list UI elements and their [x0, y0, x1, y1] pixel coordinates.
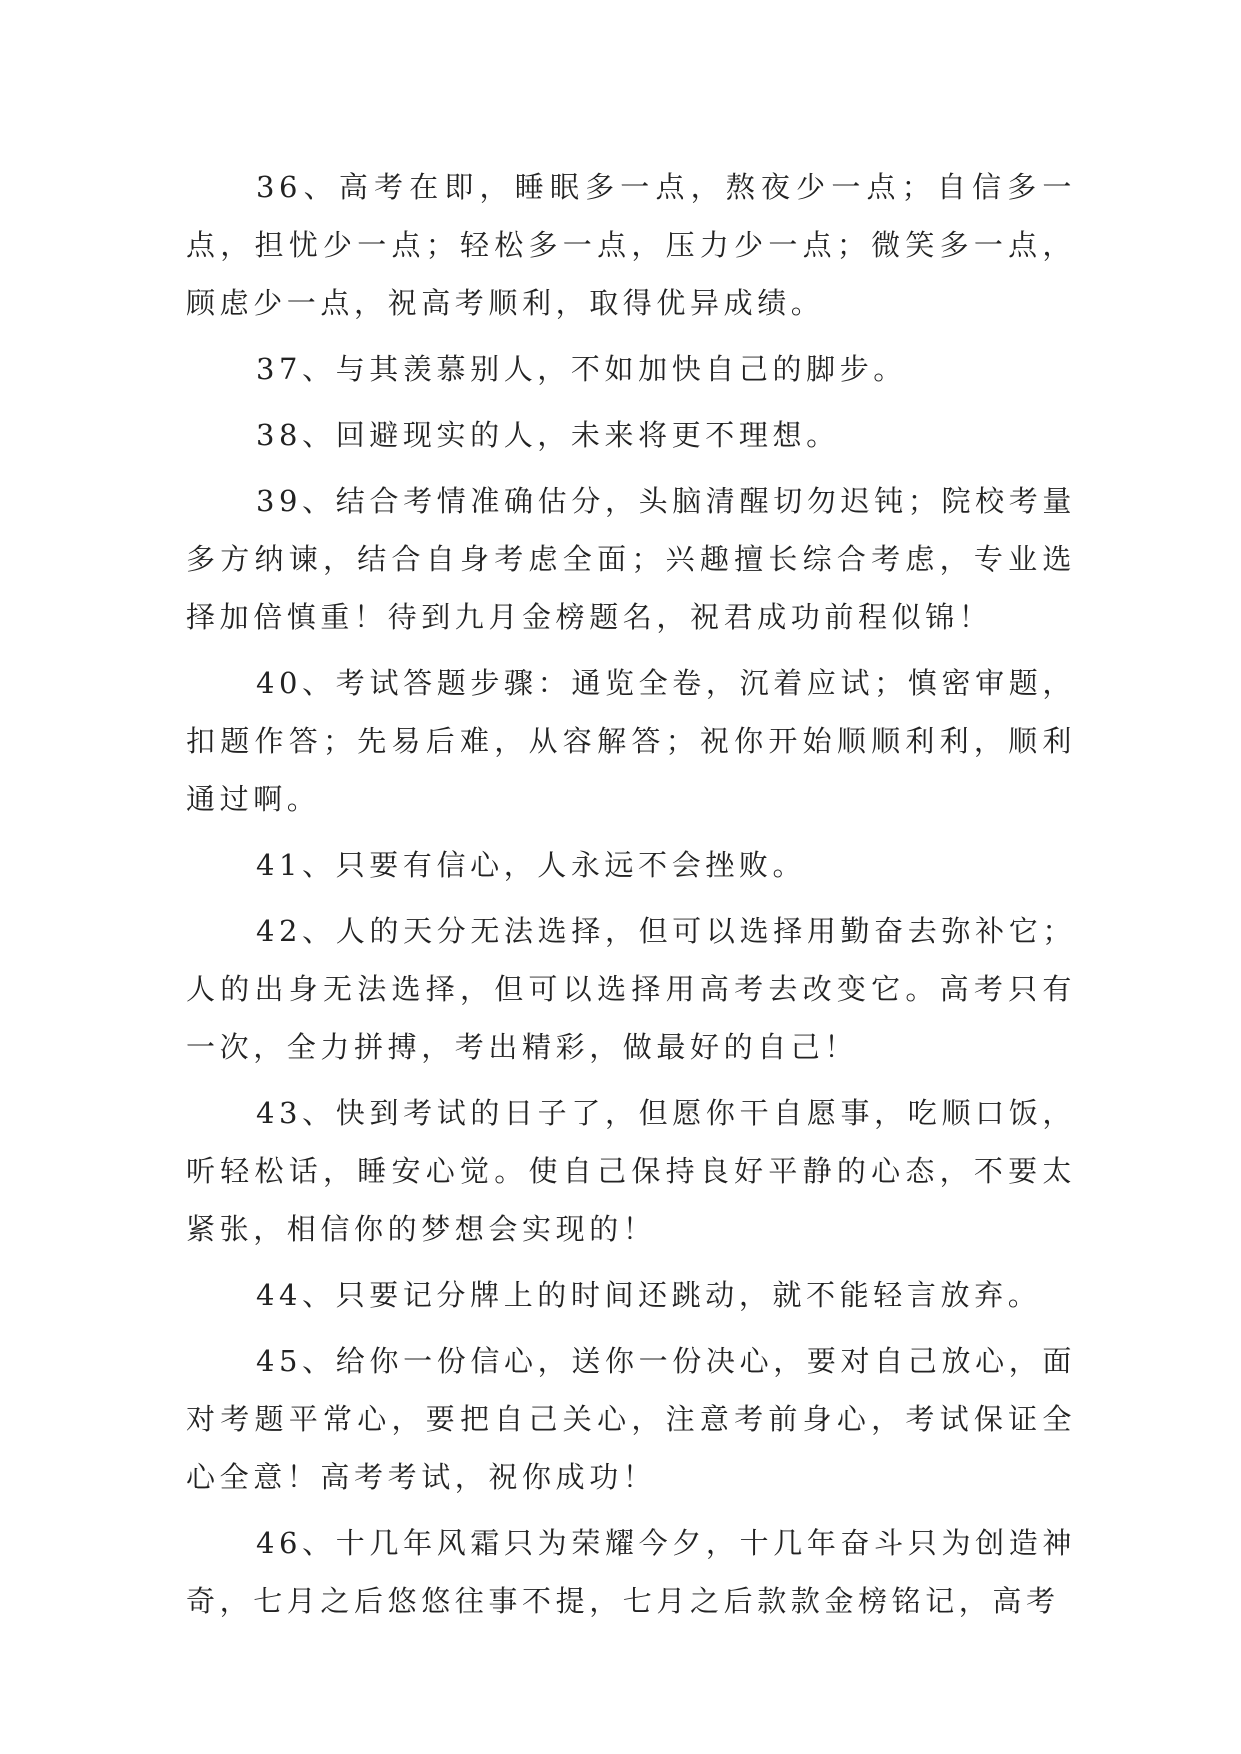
paragraph-46: 46、十几年风霜只为荣耀今夕，十几年奋斗只为创造神奇，七月之后悠悠往事不提，七月之后款款金榜铭记，高考 [186, 1526, 1076, 1618]
paragraph-41: 41、只要有信心，人永远不会挫败。 [256, 848, 807, 882]
document-body [186, 158, 1076, 1638]
paragraph-38: 38、回避现实的人，未来将更不理想。 [256, 418, 840, 452]
paragraph-43: 43、快到考试的日子了，但愿你干自愿事，吃顺口饭，听轻松话，睡安心觉。使自己保持良好平静的心态，不要太紧张，相信你的梦想会实现的！ [186, 1096, 1076, 1246]
paragraph-37: 37、与其羡慕别人，不如加快自己的脚步。 [256, 352, 907, 386]
paragraph-42: 42、人的天分无法选择，但可以选择用勤奋去弥补它；人的出身无法选择，但可以选择用高考去改变它。高考只有一次，全力拼搏，考出精彩，做最好的自己！ [186, 914, 1076, 1064]
paragraph-39: 39、结合考情准确估分，头脑清醒切勿迟钝；院校考量多方纳谏，结合自身考虑全面；兴趣擅长综合考虑，专业选择加倍慎重！待到九月金榜题名，祝君成功前程似锦！ [186, 484, 1076, 634]
paragraph-44: 44、只要记分牌上的时间还跳动，就不能轻言放弃。 [256, 1278, 1042, 1312]
paragraph-40: 40、考试答题步骤：通览全卷，沉着应试；慎密审题，扣题作答；先易后难，从容解答；祝你开始顺顺利利，顺利通过啊。 [186, 666, 1076, 816]
paragraph-45: 45、给你一份信心，送你一份决心，要对自己放心，面对考题平常心，要把自己关心，注意考前身心，考试保证全心全意！高考考试，祝你成功！ [186, 1344, 1076, 1494]
paragraph-36: 36、高考在即，睡眠多一点，熬夜少一点；自信多一点，担忧少一点；轻松多一点，压力少一点；微笑多一点，顾虑少一点，祝高考顺利，取得优异成绩。 [186, 170, 1076, 320]
